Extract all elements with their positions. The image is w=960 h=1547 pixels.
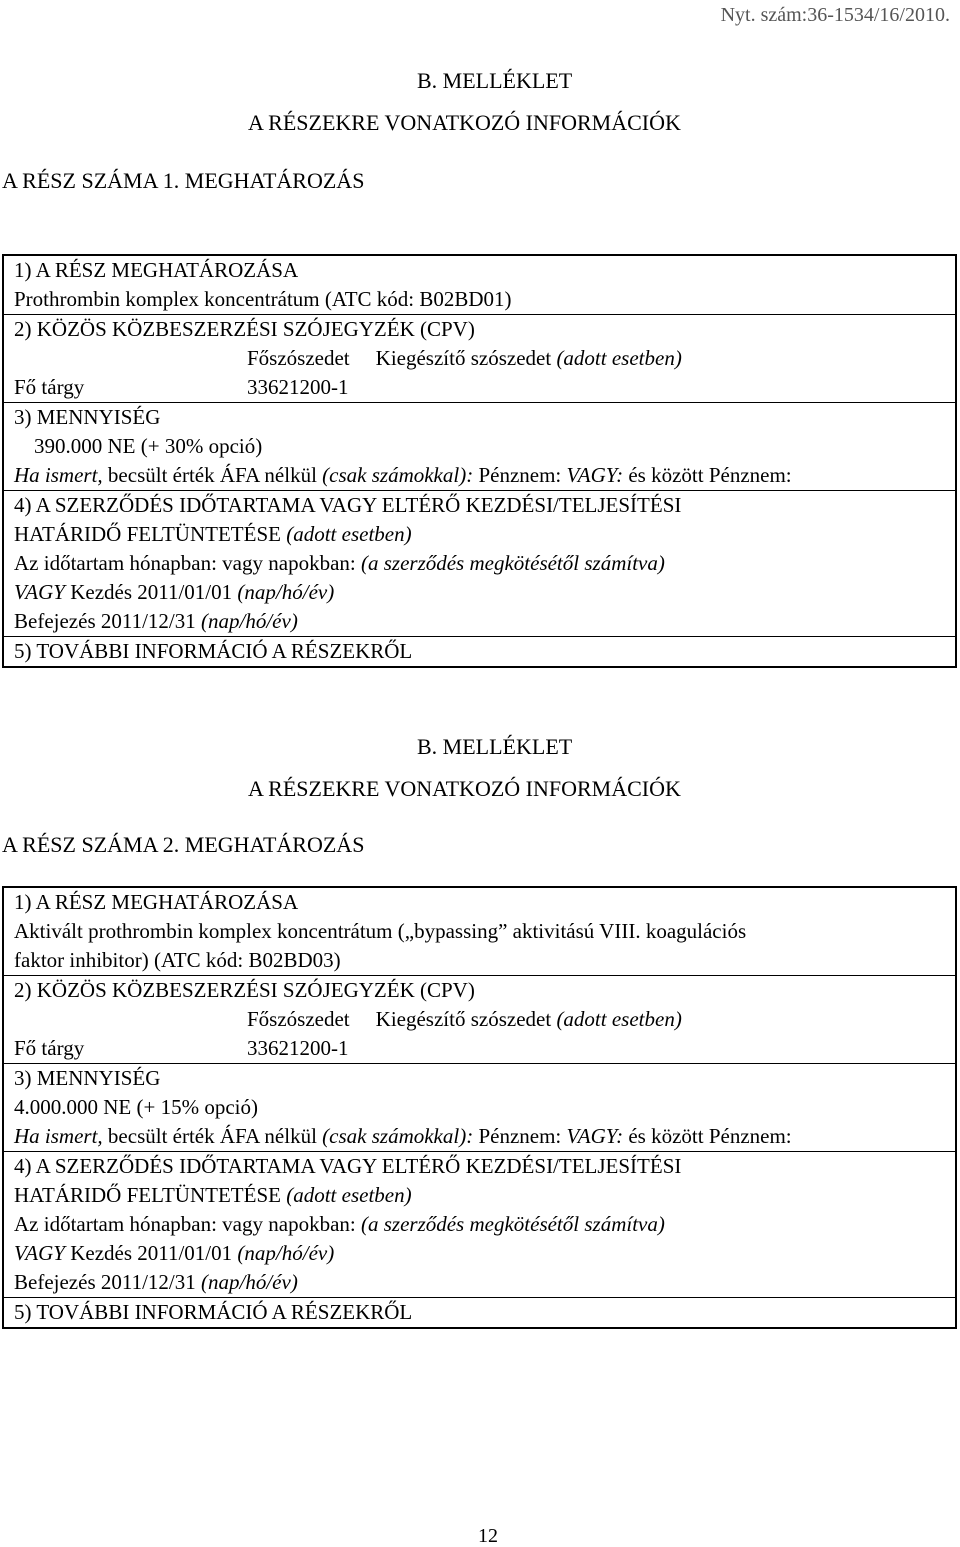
section-5-title: 5) TOVÁBBI INFORMÁCIÓ A RÉSZEKRŐL — [14, 1300, 413, 1324]
section-5 — [4, 637, 955, 666]
duration-row: Az időtartam hónapban: vagy napokban: (a szerződés megkötésétől számítva) — [14, 551, 665, 575]
start-date-row: VAGY Kezdés 2011/01/01 (nap/hó/év) — [14, 580, 335, 604]
estimated-value-row: Ha ismert, becsült érték ÁFA nélkül (csak számokkal): Pénznem: VAGY: és között Pénznem: — [14, 1124, 792, 1148]
section-1-text: Prothrombin komplex koncentrátum (ATC kód: B02BD01) — [14, 287, 512, 311]
cpv-main-code: 33621200-1 — [247, 375, 349, 399]
section-4 — [4, 491, 955, 637]
section-3 — [4, 1064, 955, 1152]
cpv-supp-vocab-label: Kiegészítő szószedet (adott esetben) — [375, 1007, 682, 1031]
section-4-title: 4) A SZERZŐDÉS IDŐTARTAMA VAGY ELTÉRŐ KEZDÉSI/TELJESÍTÉSI — [14, 1154, 682, 1178]
section-5-title: 5) TOVÁBBI INFORMÁCIÓ A RÉSZEKRŐL — [14, 639, 413, 663]
section-3-title: 3) MENNYISÉG — [14, 1066, 161, 1090]
cpv-header-row — [14, 1005, 955, 1034]
cpv-main-vocab-label: Főszószedet — [247, 346, 350, 370]
section-1 — [4, 256, 955, 315]
section-2-title: 2) KÖZÖS KÖZBESZERZÉSI SZÓJEGYZÉK (CPV) — [14, 317, 475, 341]
section-4-title: 4) A SZERZŐDÉS IDŐTARTAMA VAGY ELTÉRŐ KEZDÉSI/TELJESÍTÉSI — [14, 493, 682, 517]
annex-title: B. MELLÉKLET — [417, 68, 573, 93]
duration-row: Az időtartam hónapban: vagy napokban: (a szerződés megkötésétől számítva) — [14, 1212, 665, 1236]
end-date-row: Befejezés 2011/12/31 (nap/hó/év) — [14, 1270, 298, 1294]
section-2 — [4, 315, 955, 403]
section-1 — [4, 888, 955, 976]
cpv-main-row — [14, 373, 955, 402]
document-reference-number: Nyt. szám:36-1534/16/2010. — [720, 4, 950, 26]
cpv-supp-note: (adott esetben) — [556, 1007, 682, 1031]
section-3-title: 3) MENNYISÉG — [14, 405, 161, 429]
section-2-title: 2) KÖZÖS KÖZBESZERZÉSI SZÓJEGYZÉK (CPV) — [14, 978, 475, 1002]
estimated-value-row: Ha ismert, becsült érték ÁFA nélkül (csak számokkal): Pénznem: VAGY: és között Pénznem: — [14, 463, 792, 487]
cpv-main-label: Fő tárgy — [14, 375, 85, 399]
section-2 — [4, 976, 955, 1064]
cpv-main-row — [14, 1034, 955, 1063]
part-heading: A RÉSZ SZÁMA 2. MEGHATÁROZÁS — [2, 832, 365, 857]
section-5 — [4, 1298, 955, 1327]
annex-subtitle: A RÉSZEKRE VONATKOZÓ INFORMÁCIÓK — [248, 776, 681, 801]
section-4-title-cont: HATÁRIDŐ FELTÜNTETÉSE (adott esetben) — [14, 522, 412, 546]
annex-title: B. MELLÉKLET — [417, 734, 573, 759]
annex-subtitle: A RÉSZEKRE VONATKOZÓ INFORMÁCIÓK — [248, 110, 681, 135]
cpv-supp-note: (adott esetben) — [556, 346, 682, 370]
section-1-text: Aktivált prothrombin komplex koncentrátum („bypassing” aktivitású VIII. koagulációs — [14, 919, 747, 943]
part-box — [2, 886, 957, 1329]
page-number: 12 — [478, 1525, 498, 1547]
end-date-row: Befejezés 2011/12/31 (nap/hó/év) — [14, 609, 298, 633]
section-1-title: 1) A RÉSZ MEGHATÁROZÁSA — [14, 890, 299, 914]
start-date-row: VAGY Kezdés 2011/01/01 (nap/hó/év) — [14, 1241, 335, 1265]
section-1-title: 1) A RÉSZ MEGHATÁROZÁSA — [14, 258, 299, 282]
cpv-supp-vocab-label: Kiegészítő szószedet (adott esetben) — [375, 346, 682, 370]
quantity: 390.000 NE (+ 30% opció) — [34, 434, 263, 458]
cpv-main-code: 33621200-1 — [247, 1036, 349, 1060]
section-3 — [4, 403, 955, 491]
section-4-title-cont: HATÁRIDŐ FELTÜNTETÉSE (adott esetben) — [14, 1183, 412, 1207]
cpv-main-vocab-label: Főszószedet — [247, 1007, 350, 1031]
cpv-main-label: Fő tárgy — [14, 1036, 85, 1060]
part-heading: A RÉSZ SZÁMA 1. MEGHATÁROZÁS — [2, 168, 365, 193]
cpv-header-row — [14, 344, 955, 373]
quantity: 4.000.000 NE (+ 15% opció) — [14, 1095, 258, 1119]
part-box — [2, 254, 957, 668]
section-4 — [4, 1152, 955, 1298]
section-1-text-cont: faktor inhibitor) (ATC kód: B02BD03) — [14, 948, 341, 972]
